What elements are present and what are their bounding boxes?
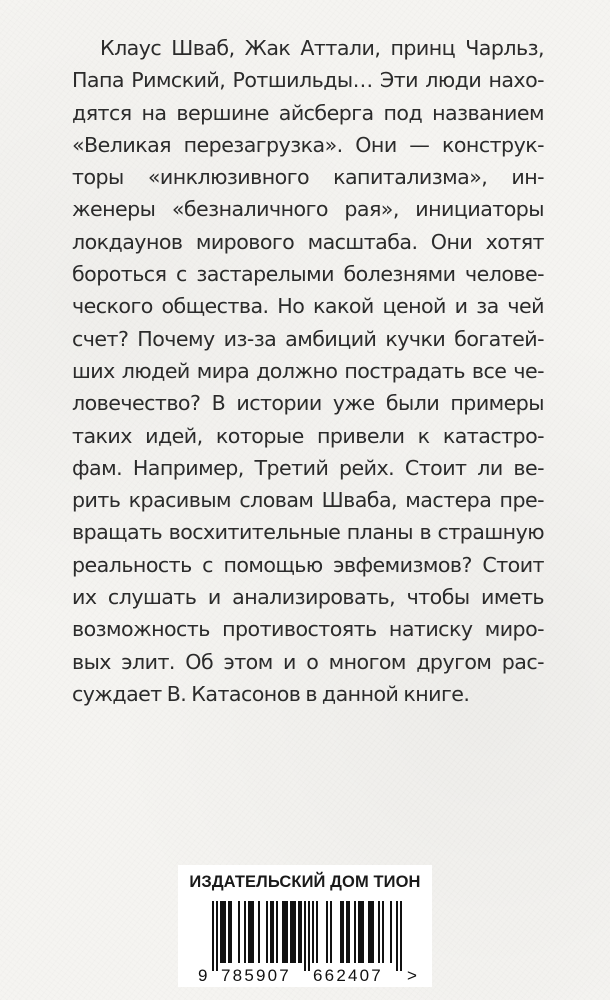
description-line: их слушать и анализировать, чтобы иметь — [72, 585, 544, 610]
description-line: Клаус Шваб, Жак Аттали, принц Чарльз, — [100, 36, 544, 60]
barcode-left-digits: 785907 — [221, 966, 291, 985]
description-line: ших людей мира должно пострадать все че- — [72, 358, 544, 383]
description-line: ловечество? В истории уже были примеры — [72, 391, 544, 416]
barcode-bar — [340, 901, 344, 963]
barcode-bar — [244, 901, 246, 963]
description-line: счет? Почему из-за амбиций кучки богатей- — [72, 326, 544, 351]
description-line: вых элит. Об этом и о многом другом рас- — [72, 649, 544, 674]
barcode-bar — [298, 901, 302, 963]
barcode-bar — [378, 901, 380, 963]
description-line: реальность с помощью эвфемизмов? Стоит — [72, 552, 544, 577]
description-line: Папа Римский, Ротшильды… Эти люди нахо- — [72, 68, 544, 93]
description-line: торы «инклюзивного капитализма», ин- — [72, 165, 544, 190]
barcode-bar — [312, 901, 314, 963]
barcode-bar — [248, 901, 254, 963]
barcode-bar — [316, 901, 318, 963]
barcode-guard-bar — [212, 901, 214, 971]
description-line: ческого общества. Но какой ценой и за чей — [72, 294, 544, 319]
barcode-bar — [346, 901, 350, 963]
barcode-bars — [212, 901, 402, 971]
barcode-guard-bar — [308, 901, 310, 971]
barcode-right-digits: 662407 — [313, 966, 383, 985]
barcode-bar — [354, 901, 356, 963]
barcode-lead-digit: 9 — [198, 966, 208, 985]
book-description — [72, 32, 544, 710]
barcode-bar — [290, 901, 296, 963]
description-line: таких идей, которые привели к катастро- — [72, 423, 544, 448]
barcode-guard-bar — [396, 901, 398, 971]
barcode-bar — [326, 901, 328, 963]
description-line: дятся на вершине айсберга под названием — [72, 100, 544, 125]
barcode-bar — [238, 901, 240, 963]
imprint-label — [178, 865, 432, 987]
barcode-bar — [228, 901, 232, 963]
description-line: бороться с застарелыми болезнями челове- — [72, 262, 544, 287]
description-line: возможность противостоять натиску миро- — [72, 617, 544, 642]
barcode-bar — [330, 901, 332, 963]
barcode-bar — [358, 901, 364, 963]
description-line: фам. Например, Третий рейх. Стоит ли ве- — [72, 455, 544, 480]
barcode-end-marker: > — [407, 966, 417, 985]
description-line: рить красивым словам Шваба, мастера пре- — [72, 488, 544, 513]
barcode-guard-bar — [400, 901, 402, 971]
barcode-bar — [270, 901, 274, 963]
barcode-bar — [390, 901, 392, 963]
barcode-bar — [368, 901, 374, 963]
barcode-bar — [282, 901, 288, 963]
barcode-guard-bar — [216, 901, 218, 971]
barcode-bar — [266, 901, 268, 963]
description-line: суждает В. Катасонов в данной книге. — [72, 681, 470, 706]
barcode-bar — [382, 901, 384, 963]
barcode-bar — [258, 901, 260, 963]
description-line: вращать восхитительные планы в страшную — [72, 520, 544, 545]
barcode-guard-bar — [304, 901, 306, 971]
isbn-barcode — [196, 901, 430, 987]
description-line: локдаунов мирового масштаба. Они хотят — [72, 229, 544, 254]
barcode-bar — [276, 901, 278, 963]
publisher-name: ИЗДАТЕЛЬСКИЙ ДОМ ТИОН — [189, 873, 421, 891]
description-line: женеры «безналичного рая», инициаторы — [72, 197, 544, 222]
description-line: «Великая перезагрузка». Они — конструк- — [72, 132, 544, 157]
barcode-bar — [220, 901, 226, 963]
